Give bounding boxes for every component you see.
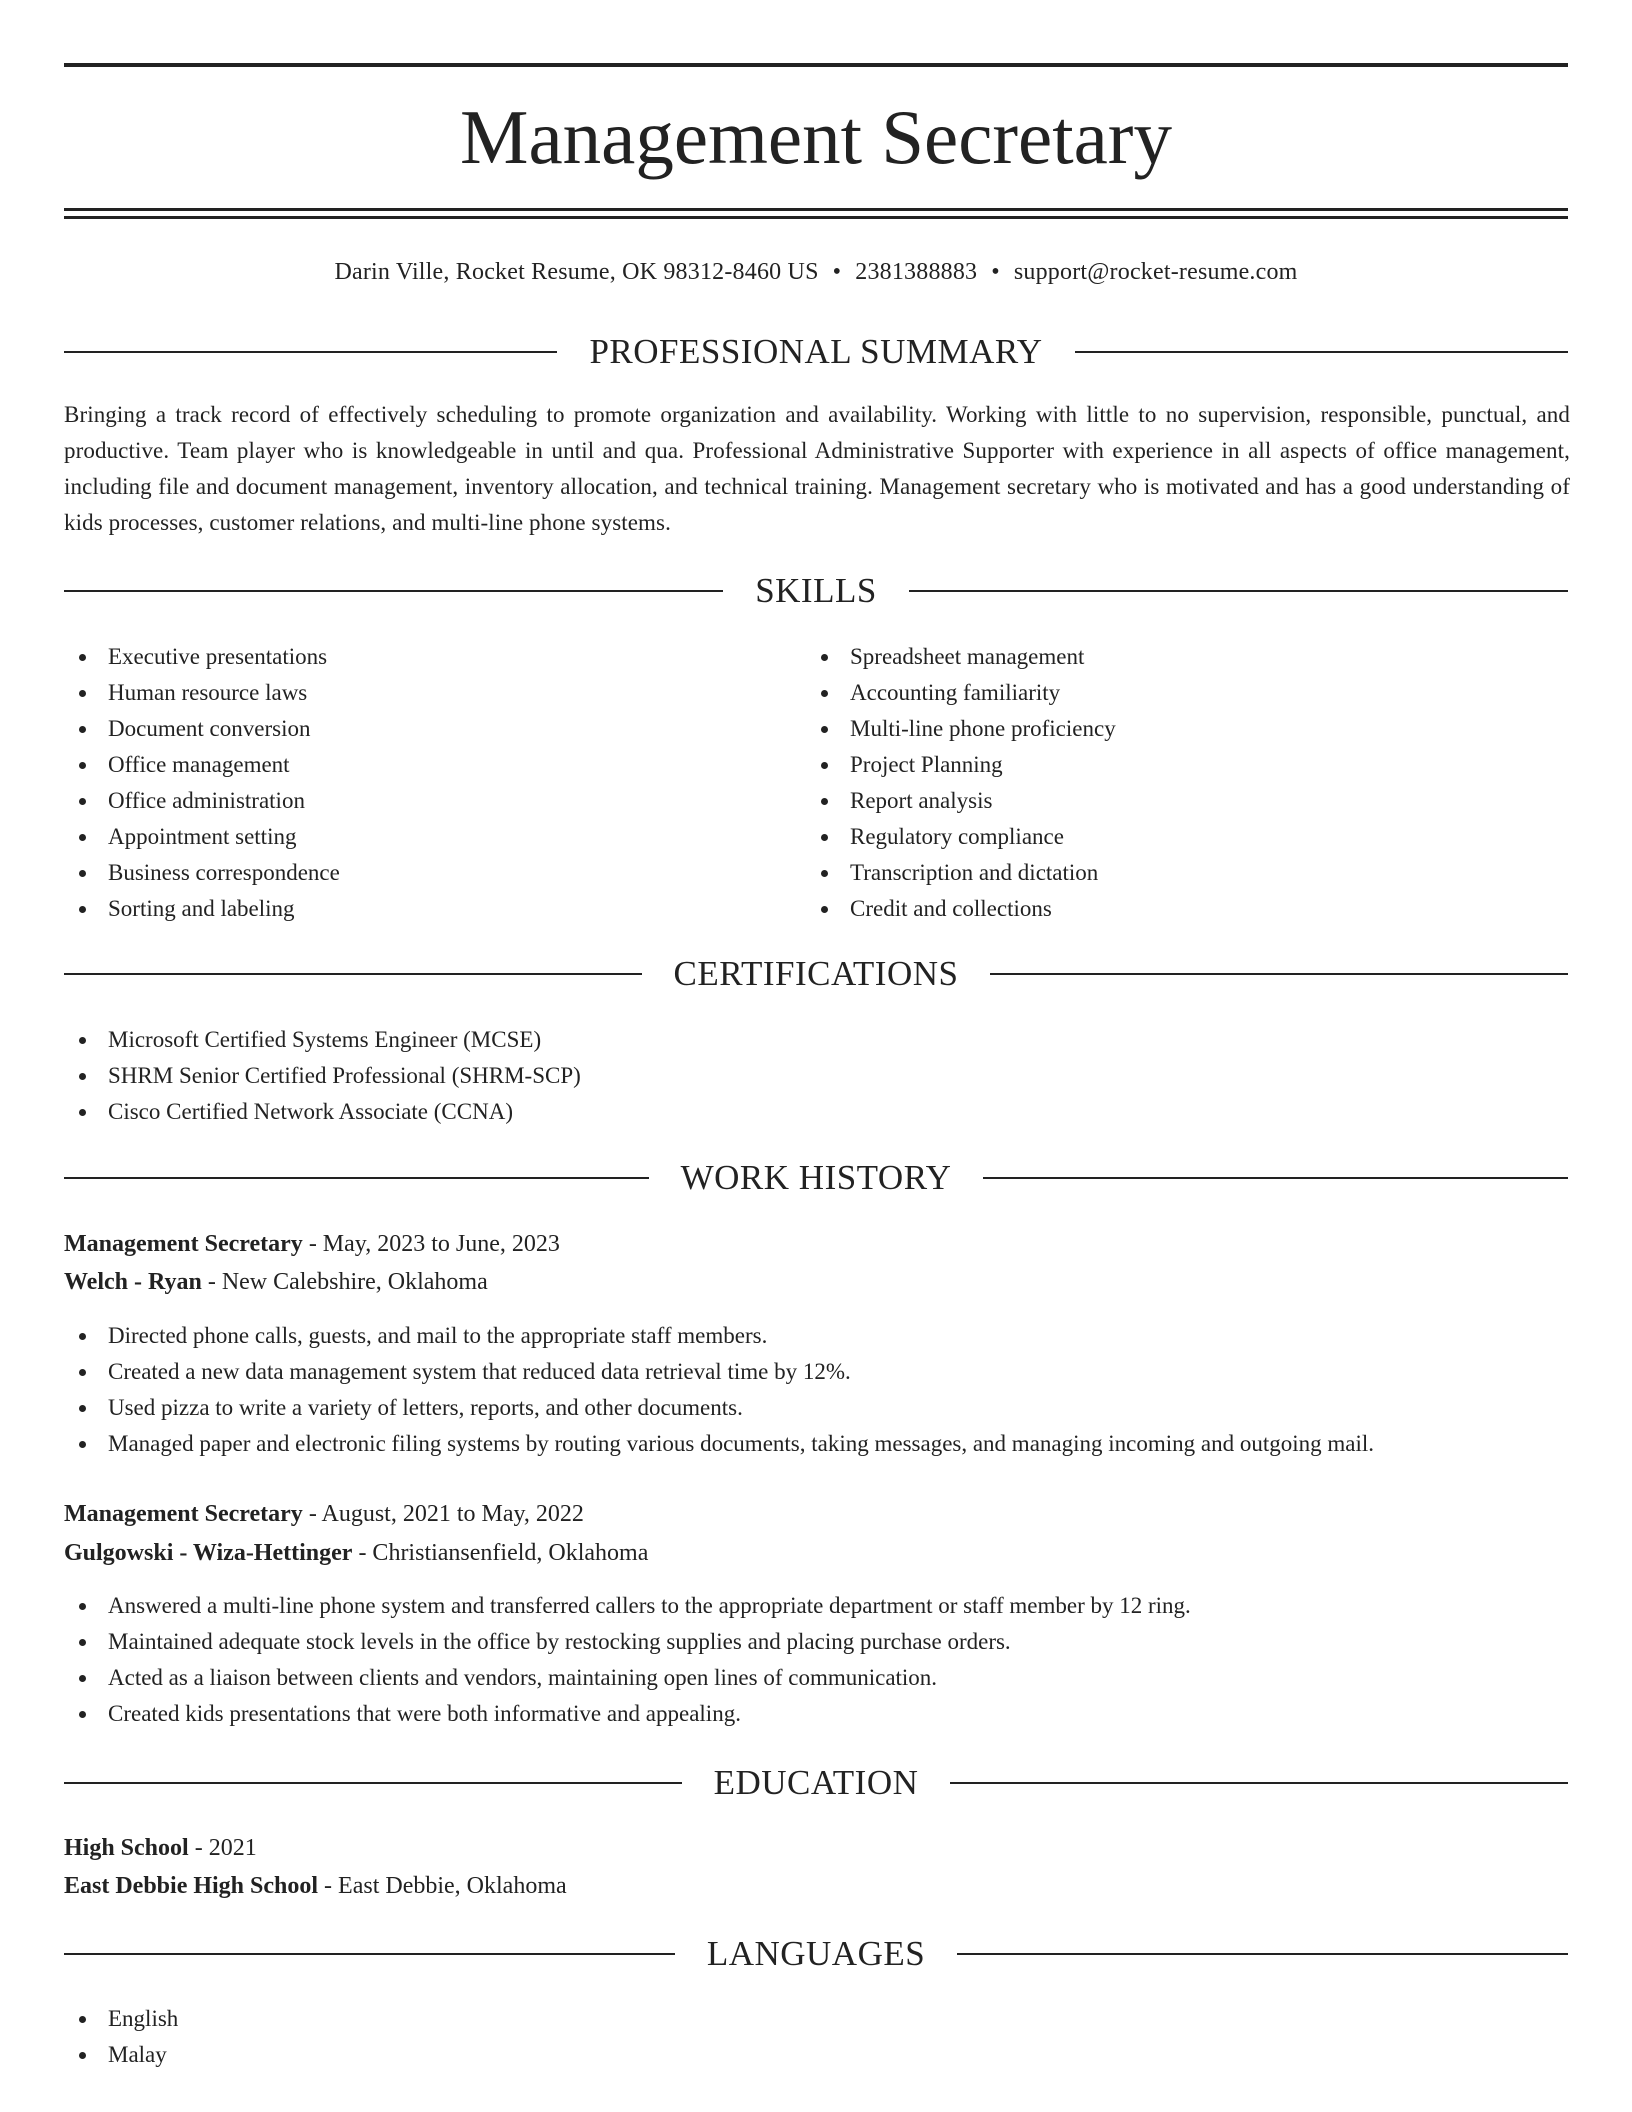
- contact-separator: •: [991, 259, 1000, 285]
- job-location: - New Calebshire, Oklahoma: [201, 1269, 488, 1295]
- section-heading-certifications: [64, 954, 1568, 994]
- language-item: English: [64, 2001, 178, 2037]
- skills-list-right: [806, 639, 1116, 927]
- heading-rule: [983, 1177, 1568, 1179]
- heading-rule: [1075, 351, 1568, 353]
- job-bullet: Created kids presentations that were both informative and appealing.: [64, 1696, 1191, 1732]
- education-degree-line: [64, 1830, 257, 1866]
- skill-item: Regulatory compliance: [806, 819, 1116, 855]
- job-bullet: Created a new data management system that reduced data retrieval time by 12%.: [64, 1354, 1374, 1390]
- job-bullet: Maintained adequate stock levels in the office by restocking supplies and placing purchase orders.: [64, 1624, 1191, 1660]
- language-item: Malay: [64, 2037, 178, 2073]
- heading-rule: [909, 590, 1568, 592]
- job-title-line: [64, 1226, 560, 1262]
- section-title: SKILLS: [755, 571, 877, 610]
- heading-rule: [64, 1177, 649, 1179]
- education-degree: High School: [64, 1835, 189, 1861]
- contact-separator: •: [832, 259, 842, 285]
- section-title: PROFESSIONAL SUMMARY: [589, 332, 1043, 371]
- skill-item: Accounting familiarity: [806, 675, 1116, 711]
- section-title: EDUCATION: [713, 1763, 919, 1802]
- contact-phone: 2381388883: [855, 259, 978, 285]
- skill-item: Document conversion: [64, 711, 340, 747]
- section-heading-work-history: [64, 1158, 1568, 1198]
- education-school-line: [64, 1868, 567, 1904]
- title-top-rule: [64, 63, 1568, 67]
- skill-item: Spreadsheet management: [806, 639, 1116, 675]
- section-title: CERTIFICATIONS: [673, 954, 959, 993]
- heading-rule: [64, 1782, 682, 1784]
- skill-item: Office administration: [64, 783, 340, 819]
- heading-rule: [990, 973, 1568, 975]
- education-year: - 2021: [188, 1835, 257, 1861]
- job-bullet: Answered a multi-line phone system and transferred callers to the appropriate department or staff member by 12 ring.: [64, 1588, 1191, 1624]
- job-bullets: [64, 1588, 1191, 1732]
- skill-item: Office management: [64, 747, 340, 783]
- job-title-line: [64, 1496, 584, 1532]
- job-company: Gulgowski - Wiza-Hettinger: [64, 1540, 353, 1566]
- title-bottom-rule-second: [64, 216, 1568, 219]
- job-bullet: Acted as a liaison between clients and vendors, maintaining open lines of communication.: [64, 1660, 1191, 1696]
- education-location: - East Debbie, Oklahoma: [318, 1873, 567, 1899]
- skill-item: Project Planning: [806, 747, 1116, 783]
- section-title: LANGUAGES: [706, 1934, 926, 1973]
- section-heading-languages: [64, 1934, 1568, 1974]
- education-school: East Debbie High School: [64, 1873, 319, 1899]
- job-bullet: Directed phone calls, guests, and mail to the appropriate staff members.: [64, 1318, 1374, 1354]
- page-title: Management Secretary: [460, 94, 1172, 180]
- skills-list-left: [64, 639, 340, 927]
- languages-list: [64, 2001, 178, 2073]
- job-bullets: [64, 1318, 1374, 1462]
- heading-rule: [64, 351, 557, 353]
- job-company: Welch - Ryan: [64, 1269, 202, 1295]
- job-bullet: Used pizza to write a variety of letters, reports, and other documents.: [64, 1390, 1374, 1426]
- heading-rule: [64, 590, 723, 592]
- contact-email: support@rocket-resume.com: [1013, 259, 1298, 285]
- certification-item: SHRM Senior Certified Professional (SHRM-SCP): [64, 1058, 581, 1094]
- section-title: WORK HISTORY: [680, 1158, 952, 1197]
- certifications-list: [64, 1022, 581, 1130]
- job-dates: - August, 2021 to May, 2022: [302, 1501, 584, 1527]
- contact-line: [64, 254, 1568, 290]
- heading-rule: [64, 973, 642, 975]
- certification-item: Cisco Certified Network Associate (CCNA): [64, 1094, 581, 1130]
- heading-rule: [957, 1953, 1568, 1955]
- heading-rule: [950, 1782, 1568, 1784]
- summary-text: Bringing a track record of effectively scheduling to promote organization and availability. Working with little to no supervision, responsible, punctual, and productive. Team player who is knowledgeable in until and qua. Professional Administrative Supporter with experience in all aspects of office management, including file and document management, inventory allocation, and technical training. Management secretary who is motivated and has a good understanding of kids processes, customer relations, and multi-line phone systems.: [64, 402, 1570, 535]
- contact-address: Darin Ville, Rocket Resume, OK 98312-8460 US: [334, 259, 819, 285]
- skill-item: Multi-line phone proficiency: [806, 711, 1116, 747]
- skill-item: Report analysis: [806, 783, 1116, 819]
- skill-item: Transcription and dictation: [806, 855, 1116, 891]
- job-dates: - May, 2023 to June, 2023: [302, 1231, 560, 1257]
- skill-item: Credit and collections: [806, 891, 1116, 927]
- section-heading-skills: [64, 571, 1568, 611]
- job-company-line: [64, 1264, 488, 1300]
- job-location: - Christiansenfield, Oklahoma: [352, 1540, 649, 1566]
- job-bullet: Managed paper and electronic filing systems by routing various documents, taking messages, and managing incoming and outgoing mail.: [64, 1426, 1374, 1462]
- certification-item: Microsoft Certified Systems Engineer (MCSE): [64, 1022, 581, 1058]
- title-bottom-rule: [64, 208, 1568, 211]
- job-company-line: [64, 1535, 648, 1571]
- skill-item: Human resource laws: [64, 675, 340, 711]
- section-heading-education: [64, 1763, 1568, 1803]
- section-heading-summary: [64, 332, 1568, 372]
- job-title: Management Secretary: [64, 1501, 303, 1527]
- skill-item: Business correspondence: [64, 855, 340, 891]
- heading-rule: [64, 1953, 675, 1955]
- job-title: Management Secretary: [64, 1231, 303, 1257]
- skill-item: Executive presentations: [64, 639, 340, 675]
- skill-item: Appointment setting: [64, 819, 340, 855]
- skill-item: Sorting and labeling: [64, 891, 340, 927]
